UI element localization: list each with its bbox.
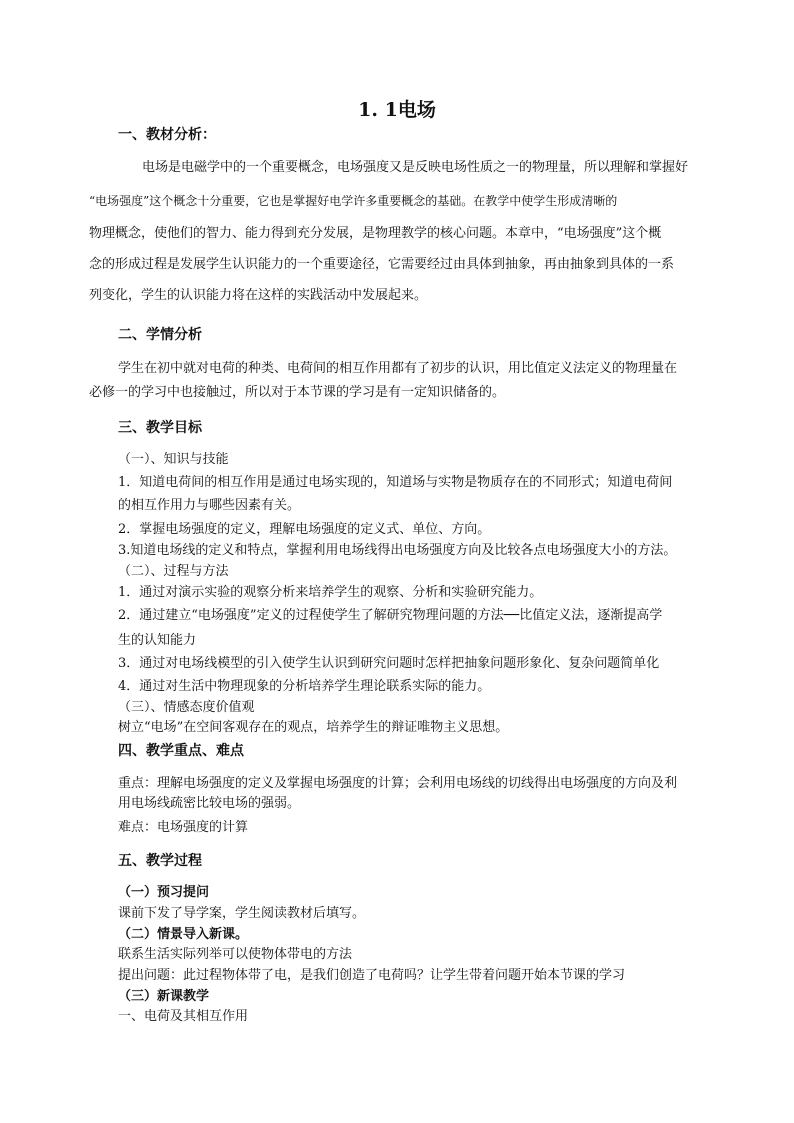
paragraph-line: 的相互作用力与哪些因素有关。 [118, 498, 301, 513]
paragraph-line: 念的形成过程是发展学生认识能力的一个重要途径，它需要经过由具体到抽象，再由抽象到具体的一系 [89, 257, 675, 272]
paragraph-line: 学生在初中就对电荷的种类、电荷间的相互作用都有了初步的认识，用比值定义法定义的物理量在 [118, 361, 678, 376]
subsection-heading: （三）新课教学 [118, 989, 210, 1004]
section-1-heading: 一、教材分析： [118, 127, 216, 143]
subsection-heading: （二）情景导入新课。 [118, 927, 249, 942]
paragraph-line: 一、电荷及其相互作用 [118, 1009, 249, 1024]
paragraph-line: 重点：理解电场强度的定义及掌握电场强度的计算；会利用电场线的切线得出电场强度的方向及利 [118, 776, 678, 791]
paragraph-line: 电场是电磁学中的一个重要概念，电场强度又是反映电场性质之一的物理量，所以理解和掌握好 [142, 160, 689, 175]
paragraph-line: 列变化，学生的认识能力将在这样的实践活动中发展起来。 [89, 288, 428, 303]
paragraph-line: 生的认知能力 [118, 633, 197, 648]
section-4-heading: 四、教学重点、难点 [118, 743, 244, 759]
paragraph-line: 必修一的学习中也接触过，所以对于本节课的学习是有一定知识储备的。 [89, 385, 506, 400]
paragraph-line: 课前下发了导学案，学生阅读教材后填写。 [118, 906, 366, 921]
paragraph-line: “电场强度”这个概念十分重要，它也是掌握好电学许多重要概念的基础。在教学中使学生形成清晰的 [89, 194, 618, 208]
paragraph-line: 联系生活实际列举可以使物体带电的方法 [118, 947, 353, 962]
paragraph-line: 1．知道电荷间的相互作用是通过电场实现的，知道场与实物是物质存在的不同形式；知道电荷间 [118, 475, 673, 490]
section-5-heading: 五、教学过程 [118, 853, 202, 869]
paragraph-line: 提出问题：此过程物体带了电，是我们创造了电荷吗？让学生带着问题开始本节课的学习 [118, 968, 626, 983]
subsection-heading: （三）、情感态度价值观 [118, 700, 255, 715]
subsection-heading: （二）、过程与方法 [118, 564, 229, 579]
paragraph-line: 3.知道电场线的定义和特点，掌握利用电场线得出电场强度方向及比较各点电场强度大小的方法。 [118, 543, 677, 558]
paragraph-line: 3．通过对电场线模型的引入使学生认识到研究问题时怎样把抽象问题形象化、复杂问题简单化 [118, 656, 660, 671]
paragraph-line: 树立“电场”在空间客观存在的观点，培养学生的辩证唯物主义思想。 [118, 720, 509, 735]
paragraph-line: 2．掌握电场强度的定义，理解电场强度的定义式、单位、方向。 [118, 522, 491, 537]
paragraph-line: 1．通过对演示实验的观察分析来培养学生的观察、分析和实验研究能力。 [118, 585, 543, 600]
paragraph-line: 2．通过建立“电场强度”定义的过程使学生了解研究物理问题的方法──比值定义法，逐渐提高学 [118, 608, 663, 623]
page-title: 1. 1电场 [358, 99, 436, 121]
subsection-heading: （一）、知识与技能 [118, 452, 229, 467]
section-3-heading: 三、教学目标 [118, 420, 202, 436]
section-2-heading: 二、学情分析 [118, 327, 202, 343]
paragraph-line: 物理概念，使他们的智力、能力得到充分发展，是物理教学的核心问题。本章中，“电场强度”这个概 [89, 226, 662, 241]
paragraph-line: 难点：电场强度的计算 [118, 820, 249, 835]
subsection-heading: （一）预习提问 [118, 885, 210, 900]
paragraph-line: 用电场线疏密比较电场的强弱。 [118, 796, 301, 811]
paragraph-line: 4．通过对生活中物理现象的分析培养学生理论联系实际的能力。 [118, 679, 491, 694]
